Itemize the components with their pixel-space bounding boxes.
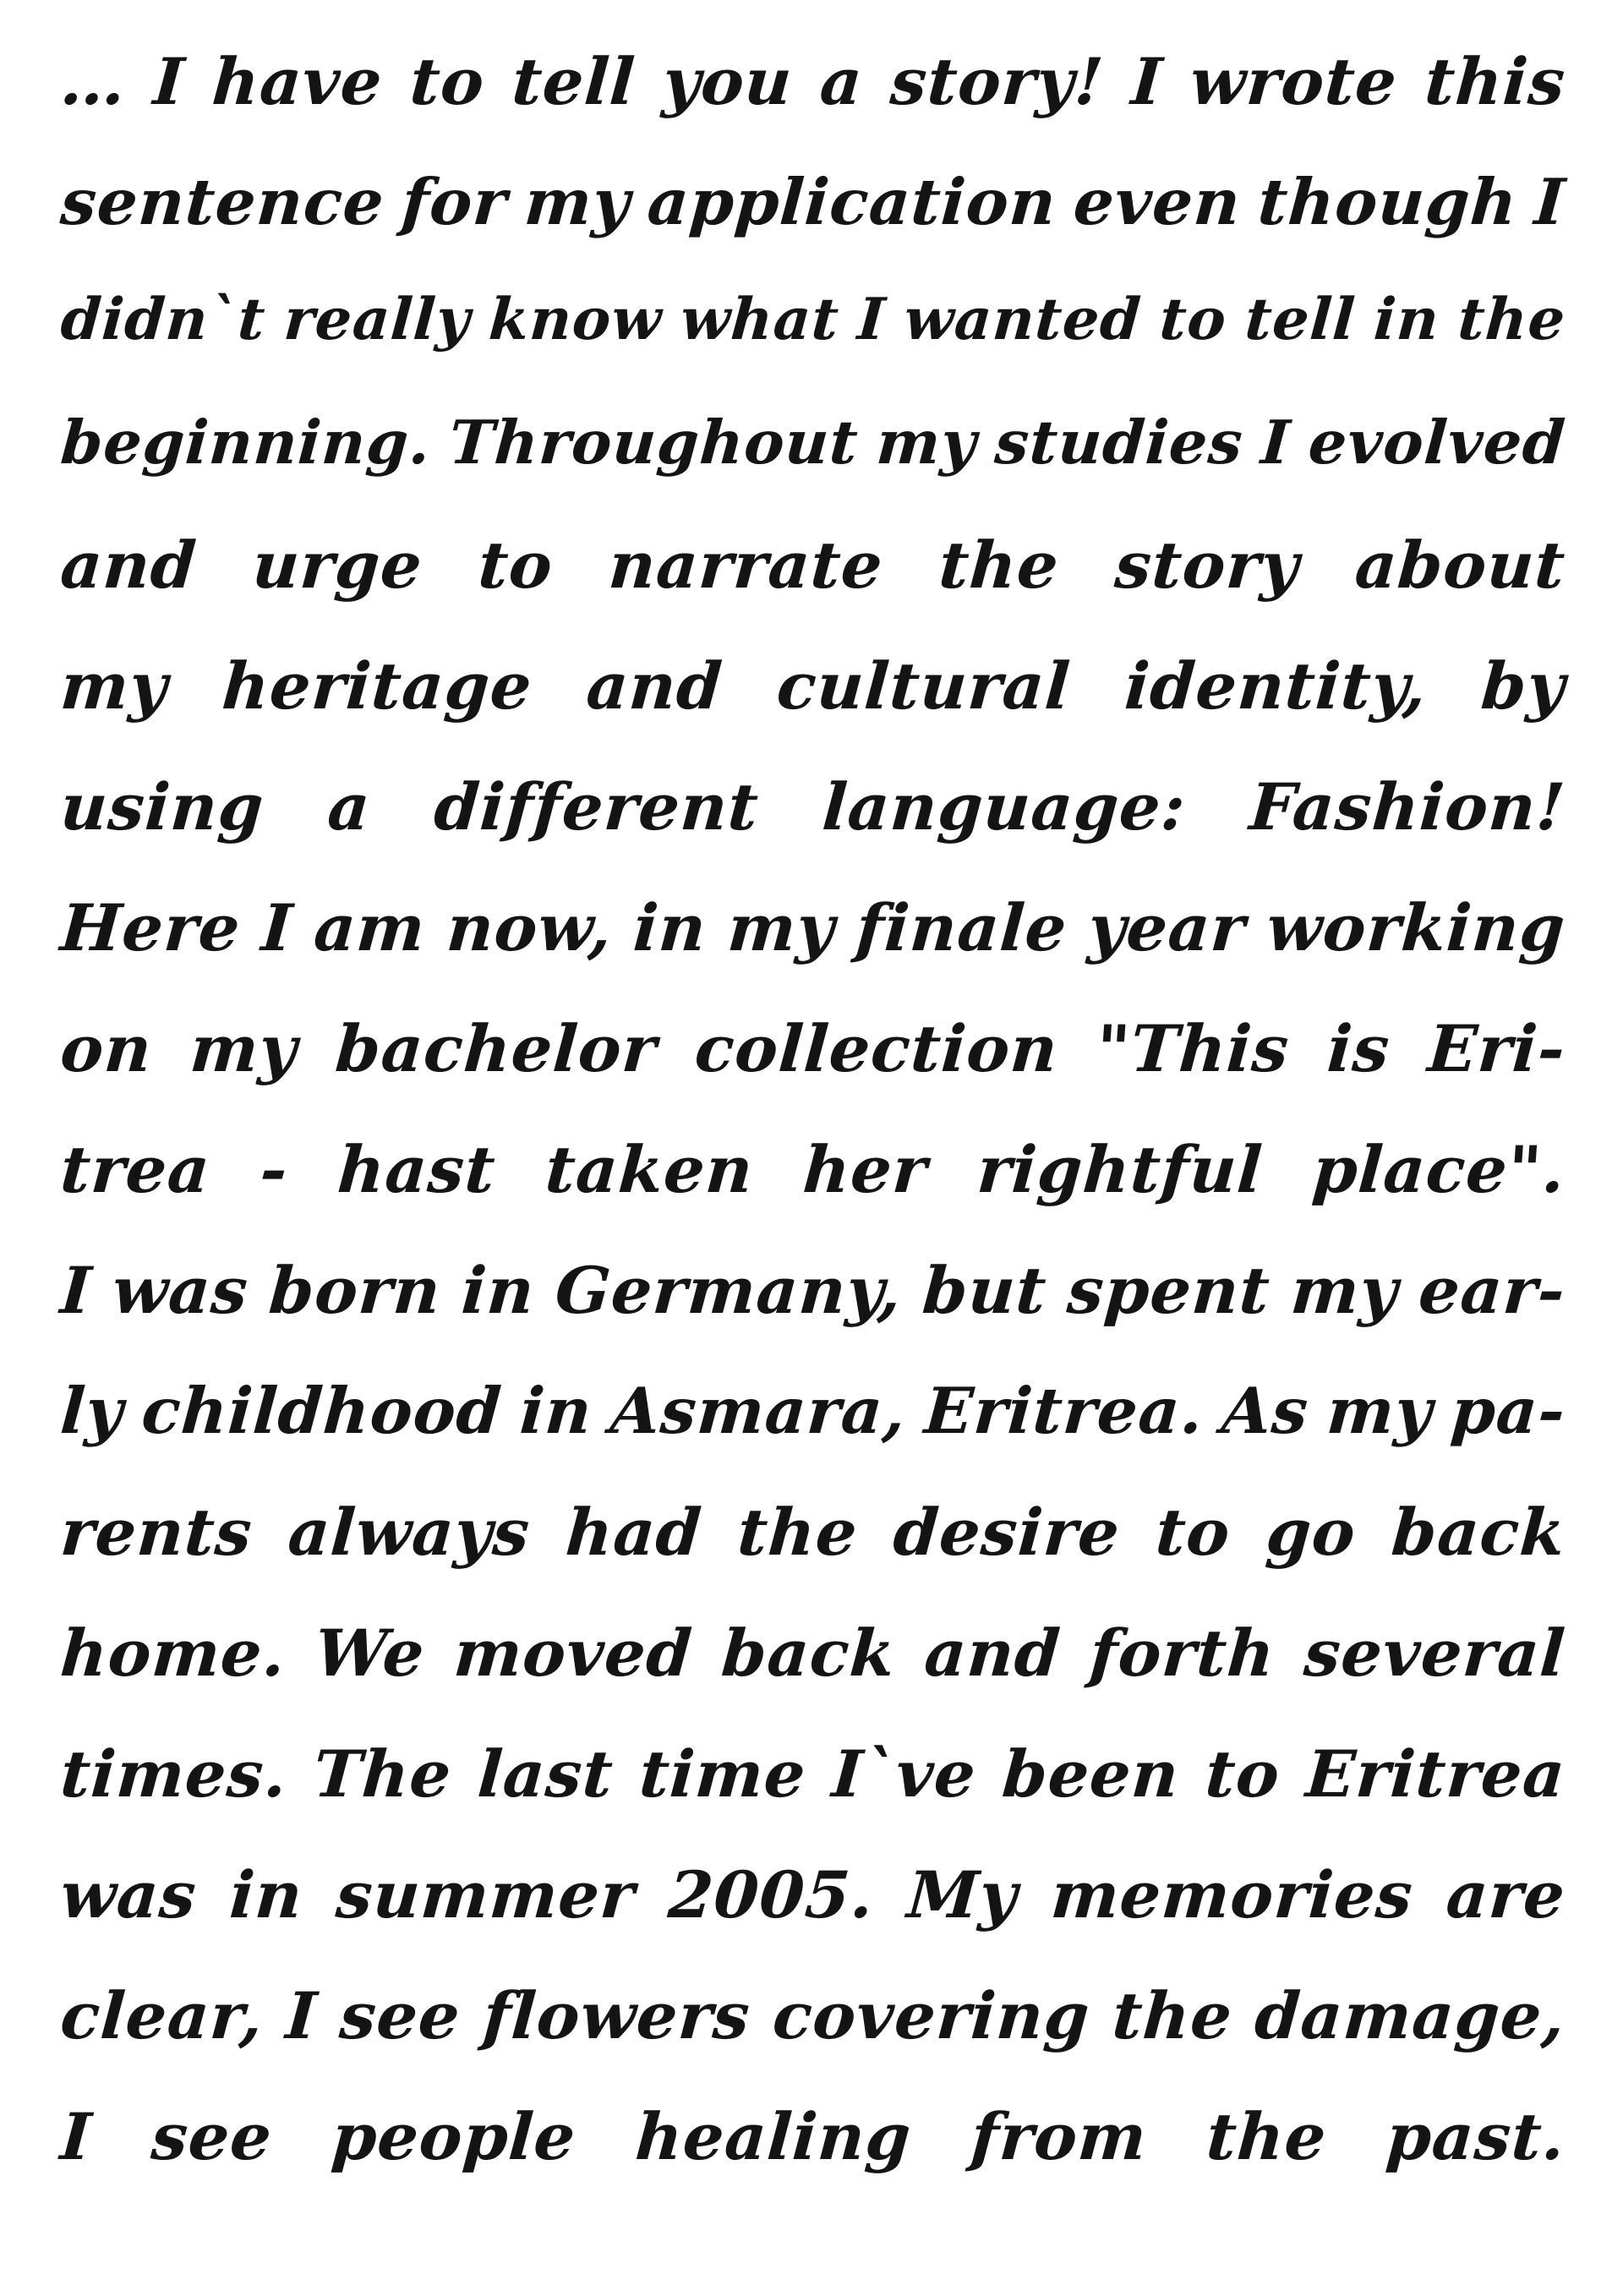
- word: Fashion!: [1247, 769, 1568, 845]
- word: …: [57, 44, 128, 119]
- word: though: [1255, 165, 1521, 239]
- text-line: [55, 1615, 1568, 1736]
- text-line: [55, 1736, 1568, 1857]
- word: hast: [335, 1132, 499, 1207]
- word: We: [312, 1615, 428, 1691]
- text-line: [55, 286, 1568, 407]
- word: finale: [853, 890, 1070, 965]
- word: am: [311, 890, 429, 965]
- text-line: [55, 1011, 1568, 1132]
- word: and: [921, 1615, 1063, 1691]
- word: My: [904, 1857, 1020, 1932]
- word: had: [563, 1495, 705, 1570]
- word: to: [1157, 286, 1229, 353]
- word: in: [517, 1374, 595, 1448]
- word: ear-: [1416, 1253, 1568, 1328]
- word: collection: [692, 1011, 1061, 1086]
- text-line: [55, 648, 1568, 769]
- word: I: [855, 286, 888, 353]
- word: in: [1371, 286, 1442, 353]
- word: for: [399, 165, 511, 239]
- word: on: [57, 1011, 155, 1086]
- word: memories: [1048, 1857, 1416, 1932]
- word: my: [1324, 1374, 1435, 1448]
- word: to: [407, 44, 488, 119]
- word: the: [1456, 286, 1568, 353]
- word: Asmara,: [608, 1374, 910, 1448]
- word: summer: [333, 1857, 638, 1932]
- text-line: [55, 2099, 1568, 2220]
- word: I: [57, 2099, 95, 2174]
- word: wrote: [1188, 44, 1400, 119]
- text-line: [55, 1978, 1568, 2099]
- word: is: [1325, 1011, 1393, 1086]
- word: times.: [57, 1736, 290, 1812]
- word: the: [1204, 2099, 1330, 2174]
- word: flowers: [480, 1978, 753, 2053]
- word: using: [57, 769, 267, 845]
- word: my: [874, 407, 980, 478]
- word: been: [999, 1736, 1183, 1812]
- text-line: [55, 528, 1568, 648]
- word: are: [1444, 1857, 1568, 1932]
- word: see: [336, 1978, 463, 2053]
- word: and: [583, 648, 725, 724]
- word: narrate: [606, 528, 886, 603]
- word: sentence: [57, 165, 387, 239]
- word: was: [110, 1253, 251, 1328]
- word: my: [724, 890, 838, 965]
- word: working: [1264, 890, 1568, 965]
- word: several: [1301, 1615, 1568, 1691]
- word: 2005.: [665, 1857, 877, 1932]
- word: even: [1071, 165, 1243, 239]
- word: clear,: [57, 1978, 266, 2053]
- word: -: [257, 1132, 291, 1207]
- word: childhood: [139, 1374, 505, 1448]
- word: studies: [992, 407, 1246, 478]
- text-line: [55, 769, 1568, 890]
- word: Germany,: [553, 1253, 904, 1328]
- word: cultural: [774, 648, 1074, 724]
- word: I: [150, 44, 188, 119]
- word: really: [281, 286, 473, 353]
- text-line: [55, 44, 1568, 165]
- text-line: [55, 407, 1568, 528]
- word: have: [210, 44, 385, 119]
- word: in: [459, 1253, 538, 1328]
- word: ly: [57, 1374, 127, 1448]
- word: I: [283, 1978, 320, 2053]
- word: in: [631, 890, 709, 965]
- word: time: [637, 1736, 809, 1812]
- word: Eritrea: [1303, 1736, 1568, 1812]
- word: in: [227, 1857, 306, 1932]
- word: people: [329, 2099, 579, 2174]
- word: back: [719, 1615, 899, 1691]
- word: always: [286, 1495, 533, 1570]
- word: As: [1219, 1374, 1312, 1448]
- text-line: [55, 890, 1568, 1011]
- word: moved: [451, 1615, 696, 1691]
- word: a: [817, 44, 866, 119]
- word: I: [57, 1253, 95, 1328]
- text-line: [55, 1253, 1568, 1374]
- word: I: [1532, 165, 1568, 239]
- word: go: [1263, 1495, 1358, 1570]
- word: I`ve: [829, 1736, 979, 1812]
- word: see: [149, 2099, 275, 2174]
- word: Here: [57, 890, 243, 965]
- word: evolved: [1306, 407, 1568, 478]
- word: home.: [57, 1615, 289, 1691]
- word: this: [1422, 44, 1568, 119]
- word: beginning.: [58, 407, 434, 478]
- word: tell: [1243, 286, 1358, 353]
- word: you: [660, 44, 795, 119]
- text-line: [55, 1374, 1568, 1495]
- word: past.: [1384, 2099, 1568, 2174]
- word: now,: [444, 890, 615, 965]
- word: heritage: [219, 648, 535, 724]
- word: urge: [249, 528, 425, 603]
- word: to: [1153, 1495, 1233, 1570]
- word: my: [188, 1011, 300, 1086]
- word: last: [475, 1736, 616, 1812]
- word: year: [1085, 890, 1249, 965]
- word: to: [1203, 1736, 1283, 1812]
- word: story!: [888, 44, 1107, 119]
- word: back: [1389, 1495, 1568, 1570]
- word: wanted: [901, 286, 1144, 353]
- word: my: [57, 648, 171, 724]
- word: the: [1110, 1978, 1236, 2053]
- word: tell: [510, 44, 638, 119]
- text-line: [55, 165, 1568, 286]
- word: taken: [543, 1132, 757, 1207]
- word: didn`t: [58, 286, 268, 353]
- word: desire: [891, 1495, 1123, 1570]
- word: language:: [820, 769, 1189, 845]
- word: to: [476, 528, 556, 603]
- word: from: [968, 2099, 1150, 2174]
- word: about: [1352, 528, 1568, 603]
- word: by: [1478, 648, 1568, 724]
- word: the: [936, 528, 1062, 603]
- text-line: [55, 1495, 1568, 1615]
- word: rents: [57, 1495, 255, 1570]
- word: the: [735, 1495, 861, 1570]
- word: identity,: [1122, 648, 1430, 724]
- word: damage,: [1252, 1978, 1568, 2053]
- word: bachelor: [333, 1011, 660, 1086]
- word: spent: [1064, 1253, 1273, 1328]
- word: different: [431, 769, 762, 845]
- word: story: [1112, 528, 1303, 603]
- text-line: [55, 1132, 1568, 1253]
- word: born: [266, 1253, 444, 1328]
- handwritten-text-block: [57, 44, 1568, 2220]
- word: I: [1128, 44, 1166, 119]
- word: I: [259, 890, 296, 965]
- word: was: [57, 1857, 199, 1932]
- word: The: [310, 1736, 455, 1812]
- word: but: [920, 1253, 1050, 1328]
- word: application: [645, 165, 1059, 239]
- word: covering: [770, 1978, 1093, 2053]
- word: my: [522, 165, 633, 239]
- word: my: [1288, 1253, 1401, 1328]
- word: Eritrea.: [921, 1374, 1206, 1448]
- word: "This: [1093, 1011, 1292, 1086]
- word: I: [1259, 407, 1293, 478]
- word: a: [325, 769, 374, 845]
- word: what: [678, 286, 842, 353]
- word: pa-: [1448, 1374, 1568, 1448]
- word: healing: [632, 2099, 915, 2174]
- word: trea: [57, 1132, 213, 1207]
- word: rightful: [975, 1132, 1265, 1207]
- word: Eri-: [1425, 1011, 1568, 1086]
- word: and: [57, 528, 199, 603]
- text-line: [55, 1857, 1568, 1978]
- word: place".: [1309, 1132, 1568, 1207]
- word: forth: [1087, 1615, 1278, 1691]
- word: know: [486, 286, 664, 353]
- word: Throughout: [446, 407, 861, 478]
- word: her: [801, 1132, 931, 1207]
